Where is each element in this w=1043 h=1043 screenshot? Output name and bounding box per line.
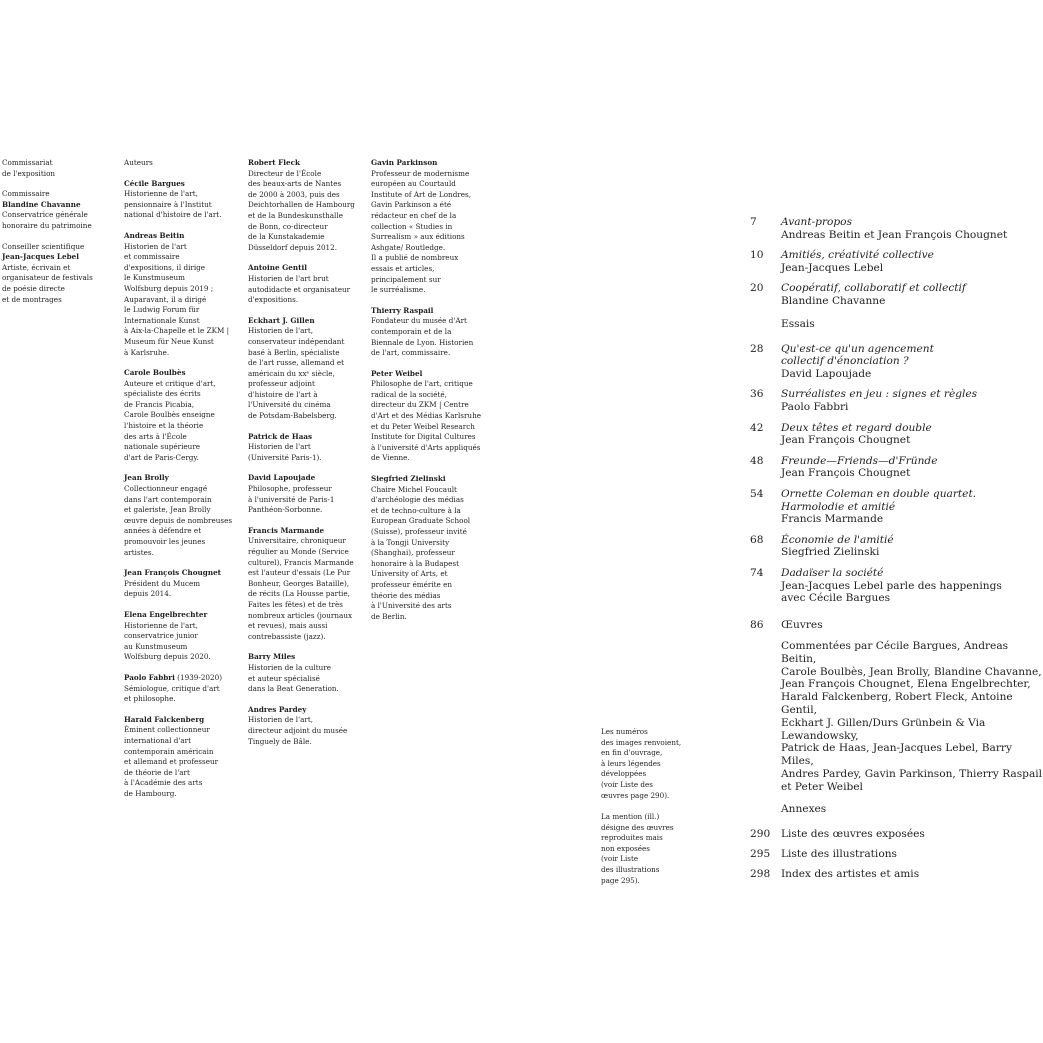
bio-name [124, 715, 242, 726]
bio-name-text: Barry Miles [248, 652, 296, 662]
bio-entry [371, 306, 496, 359]
bio-name-text: David Lapoujade [248, 473, 316, 483]
toc-title: Amitiés, créativité collective [781, 249, 934, 262]
toc-author: Francis Marmande [781, 513, 884, 526]
toc-title: Avant-propos [781, 216, 853, 228]
bio-name [371, 158, 496, 169]
toc-page-number: 48 [750, 454, 764, 467]
table-of-contents [748, 216, 1043, 888]
toc-title: Coopératif, collaboratif et collectif [781, 282, 966, 295]
bio-entry [371, 474, 496, 622]
toc-author: David Lapoujade [781, 368, 872, 381]
toc-title: Deux têtes et regard double [781, 421, 932, 434]
toc-page-number: 74 [750, 566, 764, 579]
bio-name-text: Antoine Gentil [248, 263, 307, 273]
bio-name [248, 526, 366, 537]
credits-column-curators [2, 158, 117, 315]
authors-column-3 [371, 158, 496, 632]
bio-name [248, 473, 366, 484]
bio-text: Collectionneur engagé dans l'art contemporain et galeriste, Jean Brolly œuvre depuis de nombreuses années à défendre et promouvoir les jeunes artistes. [124, 484, 233, 557]
toc-page-number: 28 [750, 342, 764, 355]
bio-name-text: Jean Brolly [124, 473, 169, 483]
toc-entry [748, 534, 1043, 560]
toc-annex-label: Index des artistes et amis [781, 867, 920, 880]
bio-name-text: Gavin Parkinson [371, 158, 438, 167]
toc-entry [748, 388, 1043, 414]
bio-name-text: Francis Marmande [248, 525, 325, 535]
toc-author: Andreas Beitin et Jean François Chougnet [781, 228, 1008, 241]
bio-text: Directeur de l'École des beaux-arts de Nantes de 2000 à 2003, puis des Deichtorhallen de Hambourg et de la Bundeskunsthalle de Bonn, co-directeur de la Kunstakademie Düsseldorf depuis 2012. [248, 168, 355, 252]
toc-page-number: 295 [750, 848, 771, 861]
bio-role: Commissaire [2, 189, 50, 199]
toc-entry [748, 249, 1043, 275]
bio-role: Conseiller scientifique [2, 241, 85, 251]
bio-entry [124, 715, 242, 800]
toc-page-number: 42 [750, 421, 764, 434]
bio-text: Chaire Michel Foucault d'archéologie des médias et de techno-culture à la European Graduate School (Suisse), professeur invité à la Tongji University (Shanghai), professeur honoraire à la Budapest University of Arts, et professeur émérite en théorie des médias à l'Université des arts de Berlin. [371, 484, 471, 621]
bio-name [248, 652, 366, 663]
bio-name [248, 705, 366, 716]
bio-name-text: Elena Engelbrechter [124, 609, 208, 619]
authors-column-1 [124, 158, 242, 809]
authors-column-2 [248, 158, 366, 757]
bio-name-text: Peter Weibel [371, 368, 423, 378]
toc-entry [748, 216, 1043, 242]
toc-author: Jean-Jacques Lebel [781, 261, 884, 274]
bio-text: Historien de l'art, directeur adjoint du musée Tinguely de Bâle. [248, 715, 348, 746]
bio-name-text: Andres Pardey [248, 704, 307, 714]
toc-author: Siegfried Zielinski [781, 546, 880, 559]
bio-name [248, 263, 366, 274]
toc-oeuvres-commentators: Commentées par Cécile Bargues, Andreas Beitin, Carole Boulbès, Jean Brolly, Blandine Chavanne, Jean François Chougnet, Elena Engelbrechter, Harald Falckenberg, Robert Fleck, Antoine Gentil, Eckhart J. Gillen/Durs Grünbein & Via Lewandowsky, Patrick de Haas, Jean-Jacques Lebel, Barry Miles, Andres Pardey, Gavin Parkinson, Thierry Raspail et Peter Weibel [781, 639, 1043, 793]
bio-text: Commissariat de l'exposition [2, 158, 56, 178]
bio-entry [124, 610, 242, 663]
bio-text: Professeur de modernisme européen au Courtauld Institute of Art de Londres, Gavin Parkinson a été rédacteur en chef de la collection « Studies in Surrealism » aux éditions Ashgate/ Routledge. Il a publié de nombreux essais et articles, principalement sur le surréalisme. [371, 168, 472, 295]
toc-entry [748, 422, 1043, 448]
toc-author: Jean François Chougnet [781, 467, 911, 480]
toc-annex-entry [748, 848, 1043, 861]
bio-entry [124, 568, 242, 600]
bio-name-text: Jean-Jacques Lebel [2, 252, 79, 262]
bio-text: Auteure et critique d'art, spécialiste des écrits de Francis Picabia, Carole Boulbès enseigne l'histoire et la théorie des arts à l'École nationale supérieure d'art de Paris-Cergy. [124, 378, 216, 462]
toc-author: Blandine Chavanne [781, 294, 886, 307]
bio-name-text: Jean François Chougnet [124, 568, 222, 578]
toc-page-number: 290 [750, 828, 771, 841]
bio-text: Éminent collectionneur international d'art contemporain américain et allemand et professeur de théorie de l'art à l'Académie des arts de Hambourg. [124, 725, 219, 798]
bio-name-text: Carole Boulbès [124, 368, 186, 378]
toc-annex-entry [748, 868, 1043, 881]
bio-name [371, 474, 496, 485]
bio-name-text: Paolo Fabbri [124, 672, 175, 682]
bio-name [124, 368, 242, 379]
bio-entry [248, 652, 366, 694]
bio-text: Sémiologue, critique d'art et philosophe. [124, 683, 220, 704]
bio-entry [248, 473, 366, 515]
bio-name-text: Andreas Beitin [124, 230, 185, 240]
bio-text: Historien de l'art brut autodidacte et organisateur d'expositions. [248, 273, 351, 305]
bio-name [124, 473, 242, 484]
bio-name [371, 369, 496, 380]
bio-entry [371, 369, 496, 464]
toc-section-essais: Essais [781, 317, 815, 330]
bio-text: Historienne de l'art, pensionnaire à l'Institut national d'histoire de l'art. [124, 189, 222, 220]
bio-name-text: Patrick de Haas [248, 431, 313, 441]
bio-text: Auteurs [124, 158, 153, 167]
bio-name [2, 252, 117, 263]
toc-author: Jean François Chougnet [781, 434, 911, 447]
toc-title: Freunde—Friends—d'Fründe [781, 454, 938, 467]
bio-name [2, 200, 117, 211]
bio-entry [124, 368, 242, 463]
toc-oeuvres-entry [748, 619, 1043, 793]
toc-page-number: 36 [750, 388, 764, 401]
bio-entry [248, 432, 366, 464]
toc-annex-entry [748, 828, 1043, 841]
bio-name [371, 306, 496, 317]
bio-entry [124, 231, 242, 358]
toc-title: Qu'est-ce qu'un agencement collectif d'énonciation ? [781, 342, 934, 368]
illustration-mention-note: La mention (ill.) désigne des œuvres reproduites mais non exposées (voir Liste des illustrations page 295). [601, 812, 674, 885]
toc-author: Jean-Jacques Lebel parle des happenings avec Cécile Bargues [781, 579, 1002, 605]
bio-entry [2, 158, 117, 179]
bio-entry [124, 673, 242, 705]
bio-name [248, 158, 366, 169]
toc-entry [748, 567, 1043, 605]
toc-page-number: 86 [750, 619, 764, 632]
bio-entry [371, 158, 496, 296]
bio-entry [248, 316, 366, 422]
toc-title: Surréalistes en jeu : signes et règles [781, 388, 978, 401]
bio-name-text: Cécile Bargues [124, 178, 185, 188]
bio-entry [248, 705, 366, 747]
bio-text: Conservatrice générale honoraire du patrimoine [2, 210, 92, 230]
toc-essais-group [748, 343, 1043, 606]
bio-name [124, 179, 242, 190]
bio-entry [124, 473, 242, 558]
bio-entry [124, 158, 242, 169]
bio-name [248, 316, 366, 327]
bio-entry [248, 158, 366, 253]
toc-title: Dadaïser la société [781, 566, 884, 579]
bio-text: Philosophe de l'art, critique radical de la société, directeur du ZKM | Centre d'Art et des Médias Karlsruhe et du Peter Weibel Research Institute for Digital Cultures à l'université d'Arts appliqués de Vienne. [371, 379, 482, 463]
bio-text: Historien de l'art, conservateur indépendant basé à Berlin, spécialiste de l'art russe, allemand et américain du xxᵉ siècle, professeur adjoint d'histoire de l'art à l'Université du cinéma de Potsdam-Babelsberg. [248, 326, 345, 421]
toc-annex-label: Liste des illustrations [781, 848, 897, 861]
bio-text: Philosophe, professeur à l'université de Paris-1 Panthéon-Sorbonne. [248, 484, 335, 515]
bio-text: Fondateur du musée d'Art contemporain et de la Biennale de Lyon. Historien de l'art, commissaire. [371, 316, 474, 358]
bio-name [248, 432, 366, 443]
toc-entry [748, 343, 1043, 381]
bio-entry [2, 242, 117, 306]
toc-page-number: 68 [750, 533, 764, 546]
bio-entry [248, 526, 366, 643]
bio-name [124, 568, 242, 579]
toc-page-number: 298 [750, 867, 771, 880]
bio-name [124, 610, 242, 621]
toc-oeuvres-label: Œuvres [781, 619, 823, 632]
toc-author: Paolo Fabbri [781, 401, 849, 414]
bio-name-text: Thierry Raspail [371, 305, 434, 315]
toc-section-annexes: Annexes [781, 803, 827, 816]
toc-title: Économie de l'amitié [781, 533, 894, 546]
toc-annex-label: Liste des œuvres exposées [781, 828, 925, 841]
bio-name-text: Harald Falckenberg [124, 714, 205, 724]
toc-entry [748, 488, 1043, 526]
bio-text: Historien de la culture et auteur spécialisé dans la Beat Generation. [248, 662, 339, 694]
bio-name-text: Robert Fleck [248, 158, 300, 167]
toc-page-number: 10 [750, 249, 764, 262]
toc-intro-group [748, 216, 1043, 308]
toc-page-number: 54 [750, 487, 764, 500]
image-numbers-note: Les numéros des images renvoient, en fin d'ouvrage, à leurs légendes développées (voir Liste des œuvres page 290). [601, 727, 682, 800]
bio-name [124, 231, 242, 242]
bio-text: Historienne de l'art, conservatrice junior au Kunstmuseum Wolfsburg depuis 2020. [124, 620, 211, 662]
bio-entry [248, 263, 366, 305]
bio-entry [124, 179, 242, 221]
bio-dates: (1939-2020) [174, 672, 223, 682]
toc-annexes-group [748, 828, 1043, 880]
bio-entry [2, 189, 117, 231]
toc-title: Ornette Coleman en double quartet. Harmolodie et amitié [781, 487, 977, 513]
bio-name-text: Siegfried Zielinski [371, 474, 446, 484]
bio-text: Président du Mucem depuis 2014. [124, 578, 201, 599]
bio-name [124, 673, 242, 684]
toc-entry [748, 282, 1043, 308]
bio-text: Historien de l'art (Université Paris-1). [248, 442, 322, 462]
toc-page-number: 7 [750, 216, 757, 228]
bio-text: Universitaire, chroniqueur régulier au Monde (Service culturel), Francis Marmande est l'auteur d'essais (Le Pur Bonheur, Georges Bataille), de récits (La Housse partie, Faites les fêtes) et de très nombreux articles (journaux et revues), mais aussi contrebassiste (jazz). [248, 536, 354, 641]
bio-text: Historien de l'art et commissaire d'expositions, il dirige le Kunstmuseum Wolfsburg depuis 2019 ; Auparavant, il a dirigé le Ludwig Forum für Internationale Kunst à Aix-la-Chapelle et le ZKM | Museum für Neue Kunst à Karlsruhe. [124, 241, 230, 357]
bio-text: Artiste, écrivain et organisateur de festivals de poésie directe et de montrages [2, 262, 93, 304]
toc-entry [748, 455, 1043, 481]
toc-page-number: 20 [750, 282, 764, 295]
bio-name-text: Eckhart J. Gillen [248, 315, 315, 325]
bio-name-text: Blandine Chavanne [2, 199, 81, 209]
